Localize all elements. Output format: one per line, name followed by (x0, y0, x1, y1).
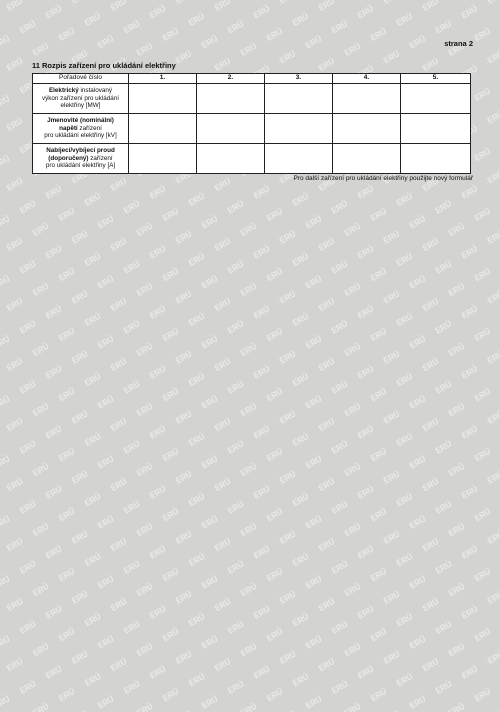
power-cell-2[interactable] (197, 84, 265, 114)
column-header-3: 3. (265, 74, 333, 84)
current-cell-2[interactable] (197, 144, 265, 174)
table-row-current (33, 144, 471, 174)
voltage-cell-3[interactable] (265, 114, 333, 144)
current-cell-5[interactable] (401, 144, 471, 174)
power-cell-1[interactable] (129, 84, 197, 114)
column-header-5: 5. (401, 74, 471, 84)
page-number: strana 2 (444, 39, 473, 48)
table-header-row (33, 74, 471, 84)
power-cell-3[interactable] (265, 84, 333, 114)
voltage-cell-4[interactable] (333, 114, 401, 144)
table-row-voltage (33, 114, 471, 144)
table-row-power (33, 84, 471, 114)
row-label-voltage: Jmenovité (nominální) napětí zařízení pro ukládání elektřiny [kV] (33, 114, 129, 144)
voltage-cell-1[interactable] (129, 114, 197, 144)
current-cell-3[interactable] (265, 144, 333, 174)
row-label-current: Nabíjecí/vybíjecí proud (doporučený) zařízení pro ukládání elektřiny [A] (33, 144, 129, 174)
power-cell-4[interactable] (333, 84, 401, 114)
power-cell-5[interactable] (401, 84, 471, 114)
voltage-cell-2[interactable] (197, 114, 265, 144)
header-label: Pořadové číslo (33, 74, 129, 84)
footer-note: Pro další zařízení pro ukládání elektřiny použijte nový formulář (293, 175, 473, 182)
row-label-power: Elektrický instalovaný výkon zařízení pro ukládání elektřiny [MW] (33, 84, 129, 114)
voltage-cell-5[interactable] (401, 114, 471, 144)
section-title: 11 Rozpis zařízení pro ukládání elektřiny (32, 61, 176, 70)
column-header-2: 2. (197, 74, 265, 84)
storage-devices-table (32, 73, 471, 174)
column-header-4: 4. (333, 74, 401, 84)
current-cell-1[interactable] (129, 144, 197, 174)
column-header-1: 1. (129, 74, 197, 84)
current-cell-4[interactable] (333, 144, 401, 174)
